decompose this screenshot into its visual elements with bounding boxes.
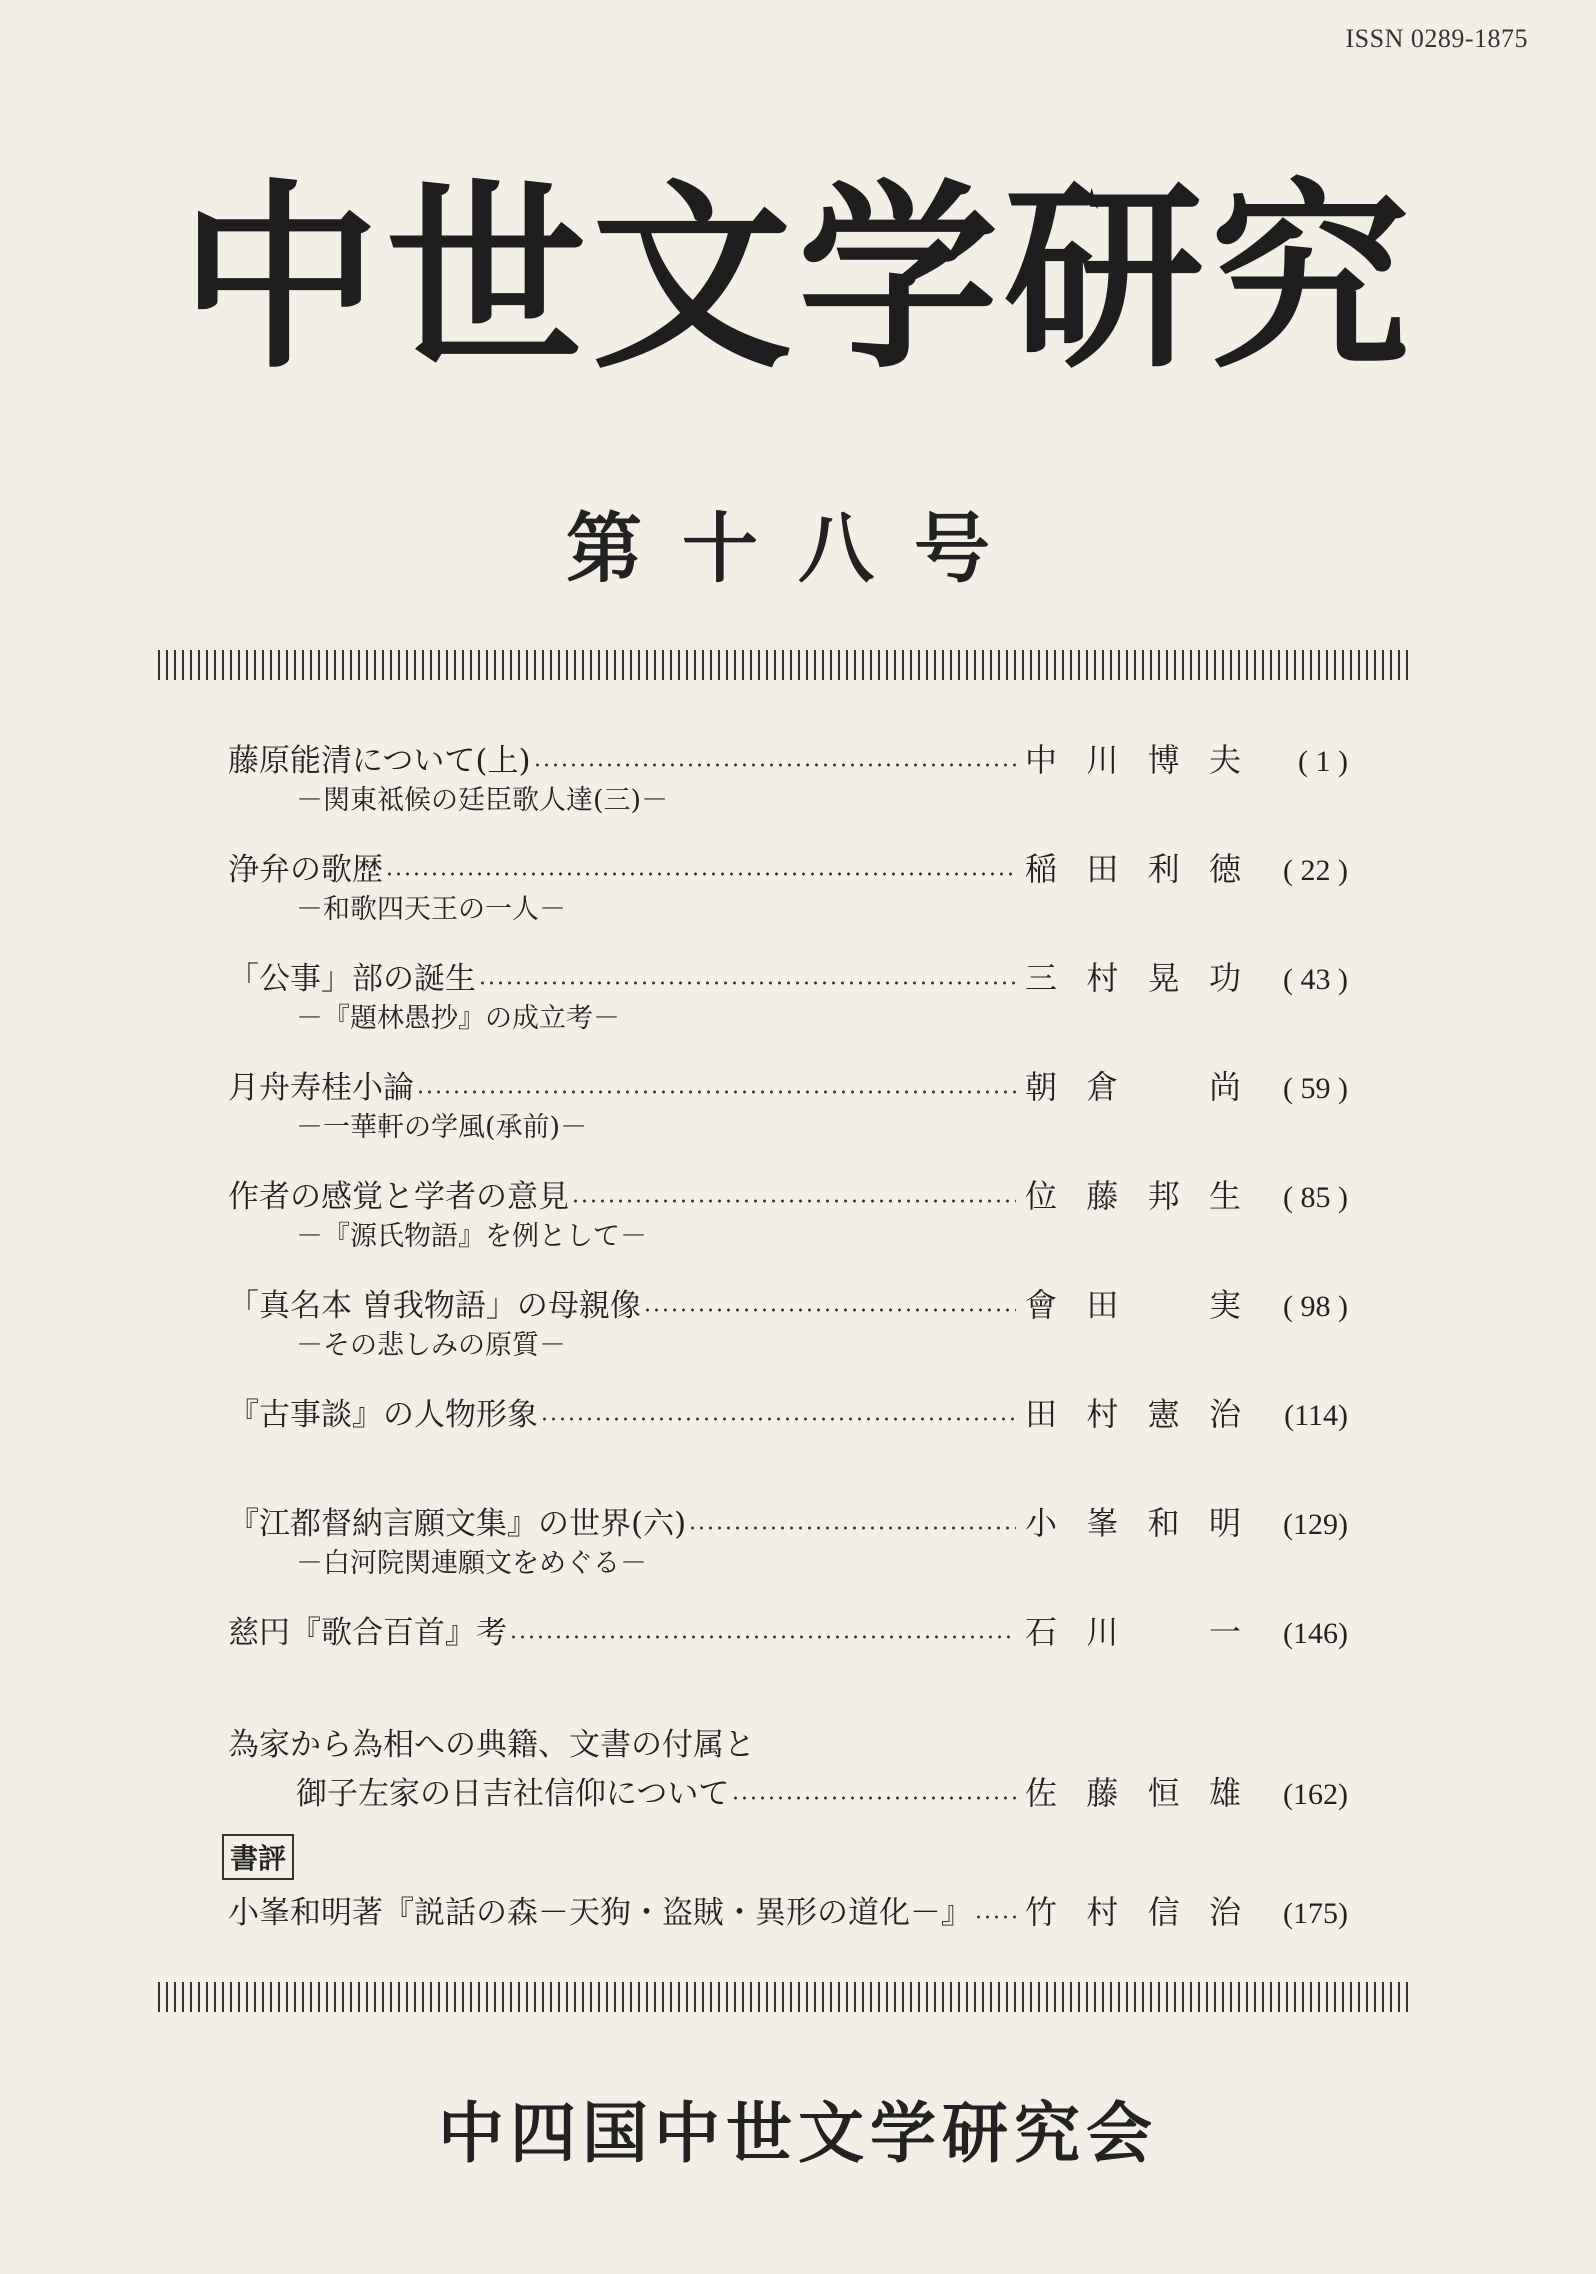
bottom-divider <box>158 1982 1408 2012</box>
entry-page: (162) <box>1283 1778 1348 1811</box>
dot-leader <box>688 1525 1016 1531</box>
entry-page: ( 43 ) <box>1283 963 1348 996</box>
entry-subtitle: －一華軒の学風(承前)－ <box>296 1112 588 1143</box>
entry-page: ( 22 ) <box>1283 854 1348 887</box>
entry-page: ( 98 ) <box>1283 1290 1348 1323</box>
entry-title: 月舟寿桂小論 <box>228 1070 414 1106</box>
toc-entry <box>228 1389 1348 1435</box>
dot-leader <box>533 762 1016 768</box>
entry-page: (114) <box>1284 1399 1348 1432</box>
entry-title: 「公事」部の誕生 <box>228 961 476 997</box>
entry-author: 佐 藤 恒 雄 <box>1024 1774 1241 1812</box>
book-review-label: 書評 <box>222 1834 294 1880</box>
entry-subtitle: －『題林愚抄』の成立考－ <box>296 1003 620 1034</box>
entry-title: 「真名本 曽我物語」の母親像 <box>228 1288 641 1324</box>
entry-title: 『江都督納言願文集』の世界(六) <box>228 1506 687 1542</box>
entry-title: 小峯和明著『説話の森－天狗・盗賊・異形の道化－』 <box>228 1895 972 1931</box>
entry-title-line1: 為家から為相への典籍、文書の付属と <box>228 1727 755 1763</box>
entry-subtitle: －関東祗候の廷臣歌人達(三)－ <box>296 785 669 816</box>
entry-subtitle: －白河院関連願文をめぐる－ <box>296 1548 647 1579</box>
dot-leader <box>478 980 1016 986</box>
entry-author: 稲 田 利 徳 <box>1024 850 1241 888</box>
journal-title: 中世文学研究 <box>179 163 1416 396</box>
dot-leader <box>974 1914 1016 1920</box>
toc-entry <box>228 1280 1348 1366</box>
entry-page: ( 1 ) <box>1298 745 1348 778</box>
entry-author: 朝 倉 尚 <box>1024 1068 1241 1106</box>
entry-subtitle: －『源氏物語』を例として－ <box>296 1221 647 1252</box>
entry-title-line2: 御子左家の日吉社信仰について <box>296 1776 730 1812</box>
entry-author: 田 村 憲 治 <box>1024 1395 1241 1433</box>
toc-entry <box>228 1171 1348 1257</box>
entry-author: 竹 村 信 治 <box>1024 1893 1241 1931</box>
toc-entry <box>228 735 1348 821</box>
issue-number: 第十八号 <box>566 504 1030 593</box>
dot-leader <box>509 1634 1016 1640</box>
entry-author: 三 村 晃 功 <box>1024 959 1241 997</box>
dot-leader <box>571 1198 1016 1204</box>
publisher-name: 中四国中世文学研究会 <box>438 2095 1158 2172</box>
entry-author: 石 川 一 <box>1024 1613 1241 1651</box>
entry-title: 浄弁の歌歴 <box>228 852 383 888</box>
entry-author: 中 川 博 夫 <box>1024 741 1241 779</box>
entry-page: (175) <box>1283 1897 1348 1930</box>
entry-page: (129) <box>1283 1508 1348 1541</box>
entry-title: 藤原能清について(上) <box>228 743 531 779</box>
entry-author: 位 藤 邦 生 <box>1024 1177 1241 1215</box>
toc-entry <box>228 1607 1348 1653</box>
entry-title: 慈円『歌合百首』考 <box>228 1615 507 1651</box>
entry-title: 作者の感覚と学者の意見 <box>228 1179 569 1215</box>
entry-page: (146) <box>1283 1617 1348 1650</box>
dot-leader <box>643 1307 1016 1313</box>
entry-page: ( 59 ) <box>1283 1072 1348 1105</box>
entry-subtitle: －和歌四天王の一人－ <box>296 894 566 925</box>
entry-title: 『古事談』の人物形象 <box>228 1397 538 1433</box>
dot-leader <box>385 871 1016 877</box>
toc-entry <box>228 844 1348 930</box>
toc-entry-review <box>228 1887 1348 1933</box>
entry-page: ( 85 ) <box>1283 1181 1348 1214</box>
entry-author: 會 田 実 <box>1024 1286 1241 1324</box>
dot-leader <box>540 1416 1016 1422</box>
toc-entry <box>228 1498 1348 1584</box>
dot-leader <box>416 1089 1016 1095</box>
issn-number: ISSN 0289-1875 <box>1345 24 1528 53</box>
toc-entry-multiline <box>228 1722 1348 1814</box>
toc-entry <box>228 1062 1348 1148</box>
entry-subtitle: －その悲しみの原質－ <box>296 1330 566 1361</box>
dot-leader <box>731 1795 1016 1801</box>
toc-entry <box>228 953 1348 1039</box>
entry-author: 小 峯 和 明 <box>1024 1504 1241 1542</box>
